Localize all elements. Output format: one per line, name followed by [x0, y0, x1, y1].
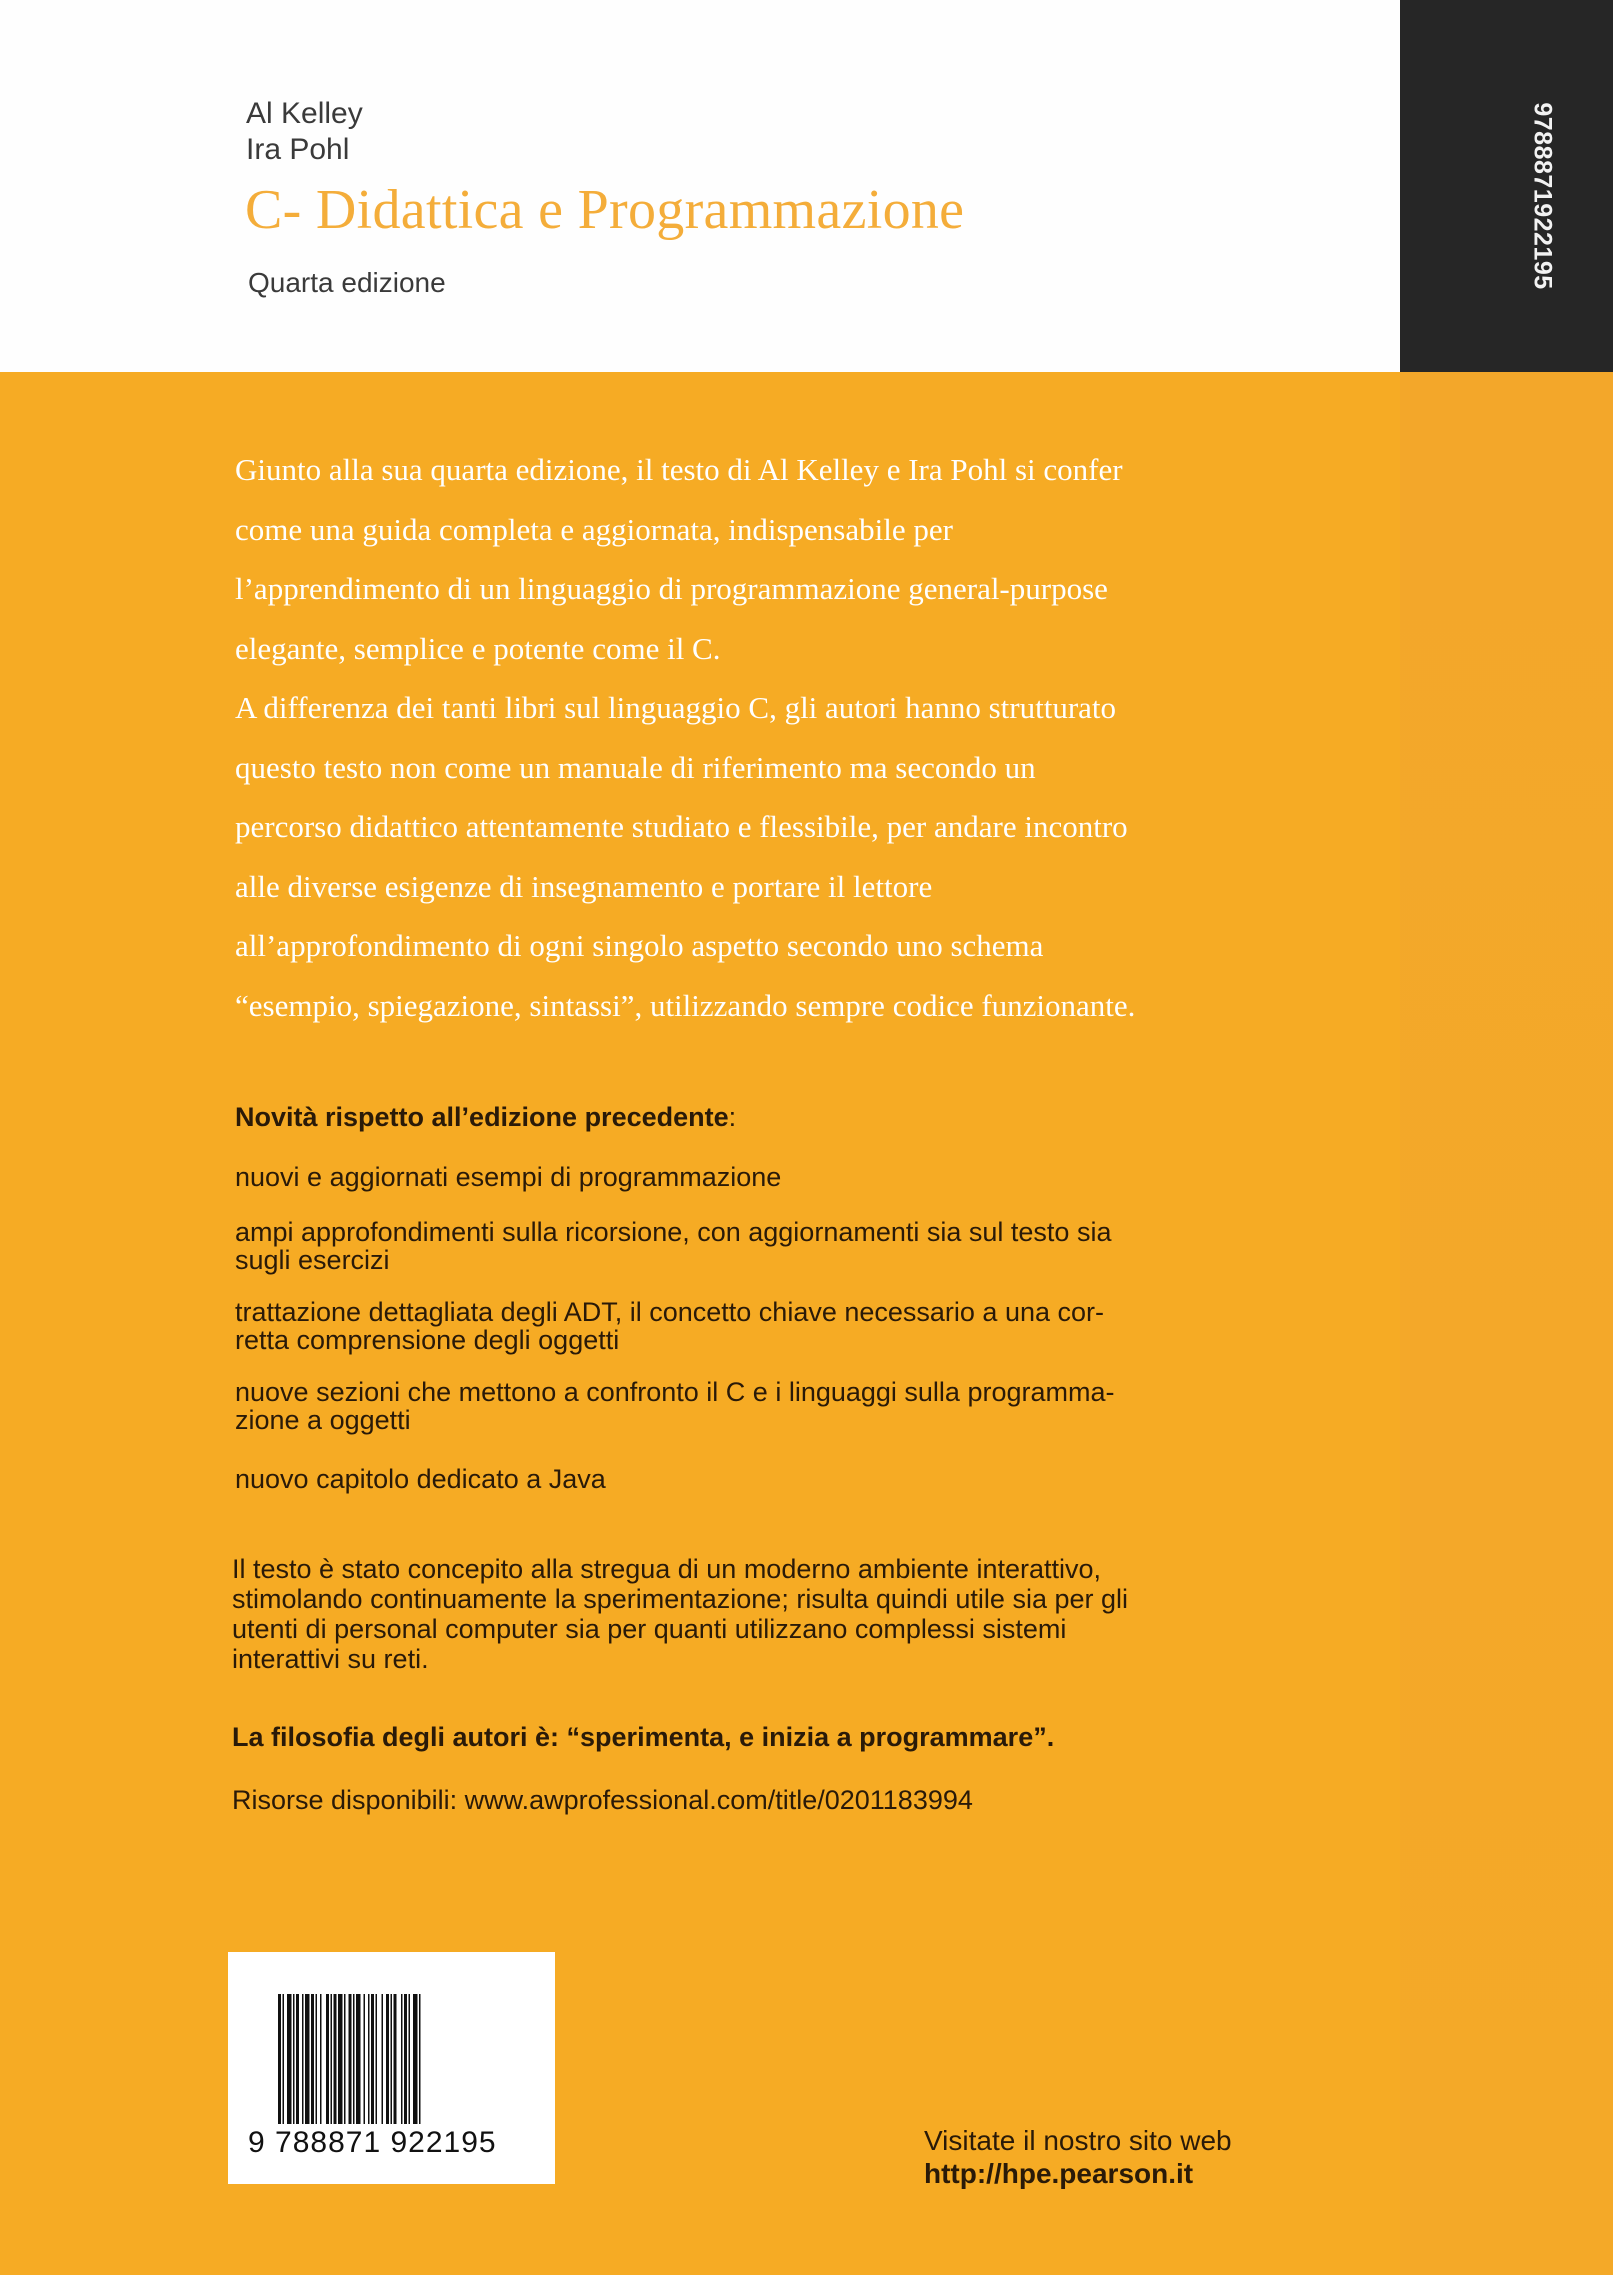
author-name: Ira Pohl [246, 133, 350, 166]
intro-line: percorso didattico attentamente studiato e flessibile, per andare incontro [235, 809, 1128, 844]
edition-label: Quarta edizione [248, 267, 446, 298]
barcode-bar [353, 1994, 355, 2124]
news-heading-colon: : [728, 1102, 737, 1132]
news-item-line: trattazione dettagliata degli ADT, il concetto chiave necessario a una cor- [235, 1297, 1104, 1327]
intro-line: Giunto alla sua quarta edizione, il testo di Al Kelley e Ira Pohl si confer [235, 452, 1123, 487]
description-paragraph [232, 1554, 1332, 1674]
barcode-bar [316, 1994, 318, 2124]
news-item [235, 1298, 1325, 1354]
barcode-bar [368, 1994, 370, 2124]
news-heading [235, 1102, 736, 1133]
news-item-line: nuovo capitolo dedicato a Java [235, 1464, 606, 1494]
news-item [235, 1163, 1325, 1191]
intro-line: come una guida completa e aggiornata, indispensabile per [235, 511, 953, 547]
news-item-line: nuove sezioni che mettono a confronto il C e i linguaggi sulla programma- [235, 1377, 1115, 1407]
spine-isbn: 9788871922195 [1528, 102, 1557, 290]
intro-line: alle diverse esigenze di insegnamento e portare il lettore [235, 868, 933, 904]
barcode-bars [278, 1994, 506, 2124]
news-item [235, 1218, 1325, 1274]
barcode-bar [371, 1994, 374, 2124]
news-item-line: retta comprensione degli oggetti [235, 1325, 620, 1355]
barcode-bar [419, 1994, 421, 2124]
book-title: C- Didattica e Programmazione [245, 179, 965, 241]
barcode-bar [382, 1994, 384, 2124]
barcode-bar [293, 1994, 295, 2124]
news-item [235, 1465, 1325, 1493]
description-line: utenti di personal computer sia per quanti utilizzano complessi sistemi [232, 1614, 1067, 1644]
barcode-bar [349, 1994, 352, 2124]
intro-line: A differenza dei tanti libri sul linguaggio C, gli autori hanno strutturato [235, 690, 1117, 725]
intro-line: all’approfondimento di ogni singolo aspetto secondo uno schema [235, 928, 1044, 963]
intro-paragraph [235, 440, 1345, 1035]
barcode-bar [409, 1994, 411, 2124]
barcode-bar [401, 1994, 403, 2124]
news-item-line: sugli esercizi [235, 1245, 390, 1275]
barcode-bar [356, 1994, 361, 2124]
barcode-bar [334, 1994, 337, 2124]
spine-tab [1400, 0, 1613, 372]
barcode-bar [364, 1994, 366, 2124]
intro-line: elegante, semplice e potente come il C. [235, 630, 721, 666]
author-name: Al Kelley [246, 97, 363, 130]
barcode-bar [413, 1994, 418, 2124]
barcode-bar [302, 1994, 304, 2124]
barcode-bar [287, 1994, 292, 2124]
news-item [235, 1378, 1325, 1434]
barcode-bar [305, 1994, 310, 2124]
barcode-bar [278, 1994, 281, 2124]
intro-line: l’apprendimento di un linguaggio di programmazione general-purpose [235, 571, 1108, 606]
barcode-bar [404, 1994, 407, 2124]
news-item-line: ampi approfondimenti sulla ricorsione, con aggiornamenti sia sul testo sia [235, 1217, 1112, 1247]
news-item-line: zione a oggetti [235, 1405, 411, 1435]
barcode-bar [283, 1994, 285, 2124]
news-heading-text: Novità rispetto all’edizione precedente [235, 1102, 729, 1132]
description-line: interattivi su reti. [232, 1644, 429, 1674]
barcode-bar [344, 1994, 346, 2124]
barcode-bar [331, 1994, 333, 2124]
news-item-line: nuovi e aggiornati esempi di programmazione [235, 1162, 782, 1192]
barcode-bar [386, 1994, 389, 2124]
barcode-bar [296, 1994, 299, 2124]
barcode-digits: 9 788871 922195 [248, 2126, 497, 2159]
visit-text: Visitate il nostro sito web [924, 2125, 1232, 2156]
barcode-bar [376, 1994, 378, 2124]
website-url[interactable]: http://hpe.pearson.it [924, 2158, 1194, 2189]
description-line: Il testo è stato concepito alla stregua di un moderno ambiente interattivo, [232, 1554, 1102, 1584]
resources-line: Risorse disponibili: www.awprofessional.com/title/0201183994 [232, 1785, 973, 1815]
barcode-bar [320, 1994, 322, 2124]
barcode-bar [338, 1994, 343, 2124]
philosophy-statement: La filosofia degli autori è: “sperimenta, e inizia a programmare”. [232, 1722, 1055, 1752]
intro-line: “esempio, spiegazione, sintassi”, utilizzando sempre codice funzionante. [235, 987, 1136, 1023]
barcode-bar [391, 1994, 393, 2124]
barcode-bar [326, 1994, 329, 2124]
intro-line: questo testo non come un manuale di riferimento ma secondo un [235, 749, 1036, 785]
cover-right-strip [1400, 372, 1613, 2275]
barcode-bar [394, 1994, 397, 2124]
description-line: stimolando continuamente la sperimentazione; risulta quindi utile sia per gli [232, 1584, 1128, 1614]
barcode-bar [311, 1994, 314, 2124]
barcode-label [228, 1952, 555, 2184]
